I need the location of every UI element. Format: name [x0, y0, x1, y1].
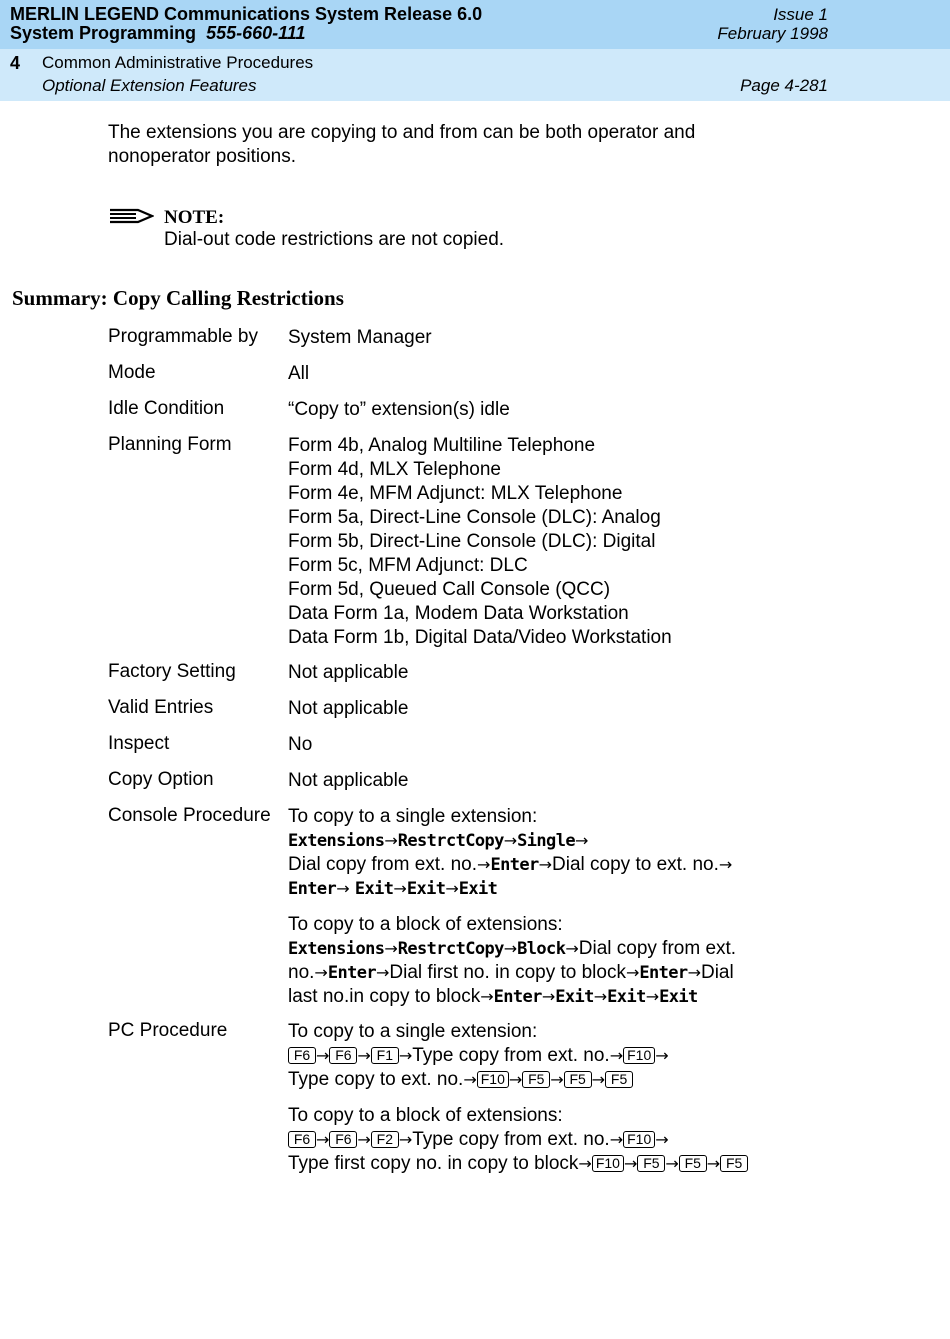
arrow-icon: → — [316, 1046, 330, 1065]
key-f6: F6 — [329, 1047, 357, 1064]
display-exit: Exit — [354, 879, 394, 899]
arrow-icon: → — [477, 855, 491, 874]
display-extensions: Extensions — [288, 831, 385, 851]
display-block: Block — [517, 939, 566, 959]
pc-single-intro: To copy to a single extension: — [288, 1021, 538, 1042]
note-hand-pointer-icon — [108, 205, 154, 232]
value-console-procedure — [288, 805, 736, 1009]
arrow-icon: → — [655, 1130, 669, 1149]
value-copy-option: Not applicable — [288, 770, 409, 791]
pc-single-step-2 — [288, 1068, 748, 1092]
arrow-icon: → — [609, 1130, 624, 1149]
value-mode: All — [288, 363, 310, 384]
value-idle-condition: “Copy to” extension(s) idle — [288, 399, 510, 420]
console-block-step-1 — [288, 937, 736, 961]
arrow-icon: → — [376, 963, 390, 982]
key-f6: F6 — [288, 1131, 316, 1148]
key-f6: F6 — [329, 1131, 357, 1148]
display-restrctcopy: RestrctCopy — [397, 831, 504, 851]
doc-title-line — [10, 23, 306, 44]
text-no: no. — [288, 962, 315, 983]
console-single-step-2 — [288, 853, 736, 877]
intro-line-2: nonoperator positions. — [108, 146, 297, 167]
text-dial-copy-from: Dial copy from ext. no. — [288, 854, 478, 875]
console-single-step-3 — [288, 877, 736, 901]
label-planning-form: Planning Form — [108, 434, 232, 455]
arrow-icon: → — [503, 939, 518, 958]
arrow-icon: → — [445, 879, 459, 898]
console-block-step-2 — [288, 961, 736, 985]
arrow-icon: → — [398, 1130, 413, 1149]
arrow-icon: → — [314, 963, 328, 982]
console-single-step-1 — [288, 829, 736, 853]
planning-form-item: Form 5d, Queued Call Console (QCC) — [288, 579, 611, 600]
arrow-icon: → — [645, 987, 660, 1006]
value-planning-form — [288, 434, 672, 650]
text-dial-copy-to: Dial copy to ext. no. — [552, 854, 719, 875]
label-mode: Mode — [108, 362, 156, 383]
page-number: Page 4-281 — [740, 76, 828, 95]
text-dial: Dial — [700, 962, 734, 983]
key-f5: F5 — [679, 1155, 707, 1172]
arrow-icon: → — [655, 1046, 669, 1065]
console-block-step-3 — [288, 985, 736, 1009]
arrow-icon: → — [538, 855, 553, 874]
display-restrctcopy: RestrctCopy — [397, 939, 504, 959]
planning-form-item: Form 5c, MFM Adjunct: DLC — [288, 555, 528, 576]
text-type-copy-from: Type copy from ext. no. — [412, 1129, 610, 1150]
arrow-icon: → — [508, 1070, 523, 1089]
pc-single-step-1 — [288, 1044, 748, 1068]
planning-form-item: Form 4d, MLX Telephone — [288, 459, 501, 480]
console-block-intro: To copy to a block of extensions: — [288, 914, 563, 935]
value-programmable-by: System Manager — [288, 327, 432, 348]
text-last-no: last no.in copy to block — [288, 986, 481, 1007]
summary-title: Summary: Copy Calling Restrictions — [12, 286, 344, 310]
label-pc-procedure: PC Procedure — [108, 1020, 228, 1041]
issue-date: February 1998 — [717, 24, 828, 43]
label-copy-option: Copy Option — [108, 769, 214, 790]
display-enter: Enter — [490, 855, 539, 875]
key-f10: F10 — [477, 1071, 509, 1088]
arrow-icon: → — [623, 1154, 638, 1173]
display-enter: Enter — [493, 987, 542, 1007]
arrow-icon: → — [591, 1070, 606, 1089]
arrow-icon: → — [384, 939, 398, 958]
arrow-icon: → — [706, 1154, 721, 1173]
label-console-procedure: Console Procedure — [108, 805, 271, 826]
key-f10: F10 — [623, 1131, 655, 1148]
display-single: Single — [517, 831, 575, 851]
text-type-first: Type first copy no. in copy to block — [288, 1153, 579, 1174]
arrow-icon: → — [565, 939, 579, 958]
arrow-icon: → — [398, 1046, 413, 1065]
value-pc-procedure — [288, 1020, 748, 1176]
arrow-icon: → — [718, 855, 733, 874]
pc-block-intro: To copy to a block of extensions: — [288, 1105, 563, 1126]
value-inspect: No — [288, 734, 313, 755]
display-enter: Enter — [327, 963, 377, 983]
label-valid-entries: Valid Entries — [108, 697, 214, 718]
arrow-icon: → — [463, 1070, 477, 1089]
note-label: NOTE: — [164, 207, 225, 228]
pc-block-step-2 — [288, 1152, 748, 1176]
arrow-icon: → — [357, 1046, 371, 1065]
key-f5: F5 — [637, 1155, 665, 1172]
key-f1: F1 — [371, 1047, 399, 1064]
doc-title: System Programming — [10, 23, 197, 43]
display-enter: Enter — [639, 963, 688, 983]
planning-form-item: Form 5b, Direct-Line Console (DLC): Digital — [288, 531, 656, 552]
arrow-icon: → — [625, 963, 640, 982]
display-exit: Exit — [659, 987, 698, 1007]
text-type-copy-to: Type copy to ext. no. — [288, 1069, 464, 1090]
arrow-icon: → — [357, 1130, 371, 1149]
arrow-icon: → — [665, 1154, 679, 1173]
arrow-icon: → — [393, 879, 407, 898]
text-dial-first: Dial first no. in copy to block — [389, 962, 626, 983]
section-title: Optional Extension Features — [42, 76, 257, 95]
key-f10: F10 — [592, 1155, 624, 1172]
product-title: MERLIN LEGEND Communications System Release 6.0 — [10, 4, 483, 24]
key-f2: F2 — [371, 1131, 399, 1148]
arrow-icon: → — [593, 987, 608, 1006]
label-idle-condition: Idle Condition — [108, 398, 225, 419]
display-enter: Enter — [288, 879, 337, 899]
key-f5: F5 — [720, 1155, 748, 1172]
pc-block-step-1 — [288, 1128, 748, 1152]
planning-form-item: Data Form 1a, Modem Data Workstation — [288, 603, 629, 624]
arrow-icon: → — [503, 831, 518, 850]
label-factory-setting: Factory Setting — [108, 661, 236, 682]
planning-form-item: Form 4b, Analog Multiline Telephone — [288, 435, 596, 456]
key-f10: F10 — [623, 1047, 655, 1064]
arrow-icon: → — [574, 831, 589, 850]
arrow-icon: → — [541, 987, 556, 1006]
console-single-intro: To copy to a single extension: — [288, 806, 538, 827]
arrow-icon: → — [480, 987, 494, 1006]
arrow-icon: → — [316, 1130, 330, 1149]
arrow-icon: → — [336, 879, 350, 898]
doc-number: 555-660-111 — [206, 23, 306, 43]
issue: Issue 1 — [773, 5, 828, 24]
label-programmable-by: Programmable by — [108, 326, 258, 347]
planning-form-item: Data Form 1b, Digital Data/Video Workstation — [288, 627, 672, 648]
text-dial-copy-from-ext: Dial copy from ext. — [578, 938, 737, 959]
arrow-icon: → — [609, 1046, 624, 1065]
arrow-icon: → — [687, 963, 701, 982]
planning-form-item: Form 5a, Direct-Line Console (DLC): Analog — [288, 507, 661, 528]
display-extensions: Extensions — [288, 939, 385, 959]
display-exit: Exit — [555, 987, 594, 1007]
chapter-title: Common Administrative Procedures — [42, 53, 314, 72]
planning-form-item: Form 4e, MFM Adjunct: MLX Telephone — [288, 483, 623, 504]
display-exit: Exit — [458, 879, 498, 899]
value-factory-setting: Not applicable — [288, 662, 409, 683]
intro-line-1: The extensions you are copying to and from can be both operator and — [108, 122, 696, 143]
note-text: Dial-out code restrictions are not copied. — [164, 229, 505, 250]
arrow-icon: → — [578, 1154, 592, 1173]
text-type-copy-from: Type copy from ext. no. — [412, 1045, 610, 1066]
display-exit: Exit — [607, 987, 646, 1007]
key-f5: F5 — [522, 1071, 550, 1088]
key-f5: F5 — [605, 1071, 633, 1088]
key-f5: F5 — [564, 1071, 592, 1088]
arrow-icon: → — [384, 831, 398, 850]
value-valid-entries: Not applicable — [288, 698, 409, 719]
key-f6: F6 — [288, 1047, 316, 1064]
arrow-icon: → — [550, 1070, 564, 1089]
label-inspect: Inspect — [108, 733, 170, 754]
display-exit: Exit — [406, 879, 446, 899]
chapter-number: 4 — [10, 53, 21, 73]
